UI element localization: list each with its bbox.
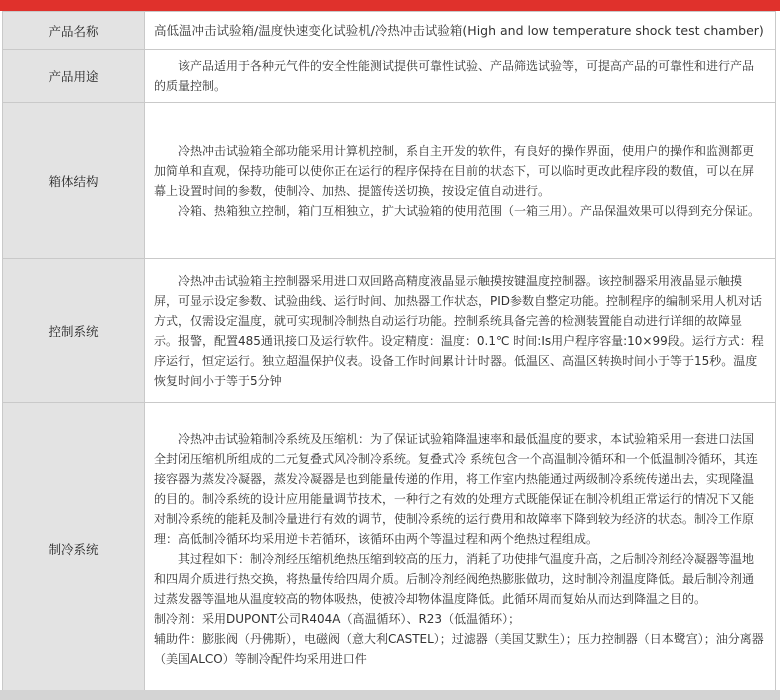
accessories-line: 辅助件：膨胀阀（丹佛斯），电磁阀（意大利CASTEL）；过滤器（美国艾默生）；压力控制器（日本鹭宫）；油分离器（美国ALCO）等制冷配件均采用进口件 <box>154 631 764 666</box>
product-use-text: 该产品适用于各种元气件的安全性能测试提供可靠性试验、产品筛选试验等，可提高产品的可靠性和进行产品的质量控制。 <box>154 59 755 93</box>
row-value <box>145 403 776 695</box>
row-label: 箱体结构 <box>3 103 145 259</box>
row-label: 产品用途 <box>3 50 145 103</box>
table-row-refrigeration-system <box>3 403 776 695</box>
product-name-text: 高低温冲击试验箱/温度快速变化试验机/冷热冲击试验箱(High and low temperature shock test chamber) <box>154 22 764 38</box>
refrigeration-paragraph: 冷热冲击试验箱制冷系统及压缩机：为了保证试验箱降温速率和最低温度的要求，本试验箱采用一套进口法国全封闭压缩机所组成的二元复叠式风冷制冷系统。复叠式冷 系统包含一个高温制冷循环和一个低温制冷循环，其连接容器为蒸发冷凝器，蒸发冷凝器是也到能量传递的作用，将工作室内热能通过两级制冷系统传递出去，实现隆温的目的。制冷系统的设计应用能量调节技术，一种行之有效的处理方式既能保证在制冷机组正常运行的情况下又能对制冷系统的能耗及制冷量进行有效的调节，使制冷系统的运行费用和故障率下降到较为经济的状态。制冷工作原理：高低制冷循环均采用逆卡若循环，该循环由两个等温过程和两个绝热过程组成。 <box>154 431 758 546</box>
row-label: 控制系统 <box>3 259 145 403</box>
row-value <box>145 50 776 103</box>
refrigerant-line: 制冷剂：采用DUPONT公司R404A（高温循环）、R23（低温循环）； <box>154 611 521 626</box>
row-value <box>145 103 776 259</box>
row-value <box>145 259 776 403</box>
top-accent-bar <box>0 0 780 11</box>
cabinet-structure-paragraph: 冷箱、热箱独立控制，箱门互相独立，扩大试验箱的使用范围（一箱三用）。产品保温效果可以得到充分保证。 <box>178 203 761 218</box>
refrigeration-paragraph: 其过程如下：制冷剂经压缩机绝热压缩到较高的压力，消耗了功使排气温度升高，之后制冷剂经冷凝器等温地和四周介质进行热交换，将热量传给四周介质。后制冷剂经阀绝热膨胀做功，这时制冷剂温度降低。最后制冷剂通过蒸发器等温地从温度较高的物体吸热，使被冷却物体温度降低。此循环周而复始从而达到降温之目的。 <box>154 551 755 606</box>
row-label: 制冷系统 <box>3 403 145 695</box>
table-row-cabinet-structure <box>3 103 776 259</box>
table-row-product-use <box>3 50 776 103</box>
row-value <box>145 12 776 50</box>
product-spec-table <box>2 11 776 695</box>
control-system-paragraph: 冷热冲击试验箱主控制器采用进口双回路高精度液晶显示触摸按键温度控制器。该控制器采用液晶显示触摸屏，可显示设定参数、试验曲线、运行时间、加热器工作状态，PID参数自整定功能。控制程序的编制采用人机对话方式，仅需设定温度，就可实现制冷制热自动运行功能。控制系统具备完善的检测装置能自动进行详细的故障显示。报警，配置485通讯接口及运行软件。设定精度：温度：0.1℃ 时间:Is用户程序容量:10×99段。运行方式：程序运行，恒定运行。独立超温保护仪表。设备工作时间累计计时器。低温区、高温区转换时间小于等于15秒。温度恢复时间小于等于5分钟 <box>154 273 764 388</box>
row-label: 产品名称 <box>3 12 145 50</box>
table-row-control-system <box>3 259 776 403</box>
bottom-band <box>0 690 780 700</box>
table-row-product-name <box>3 12 776 50</box>
cabinet-structure-paragraph: 冷热冲击试验箱全部功能采用计算机控制，系自主开发的软件，有良好的操作界面，使用户的操作和监测都更加简单和直观，保持功能可以使你正在运行的程序保持在目前的状态下，可以临时更改此程序段的数值，可以在屏幕上设置时间的参数，使制冷、加热、提篮传送切换，按设定值自动进行。 <box>154 143 755 198</box>
